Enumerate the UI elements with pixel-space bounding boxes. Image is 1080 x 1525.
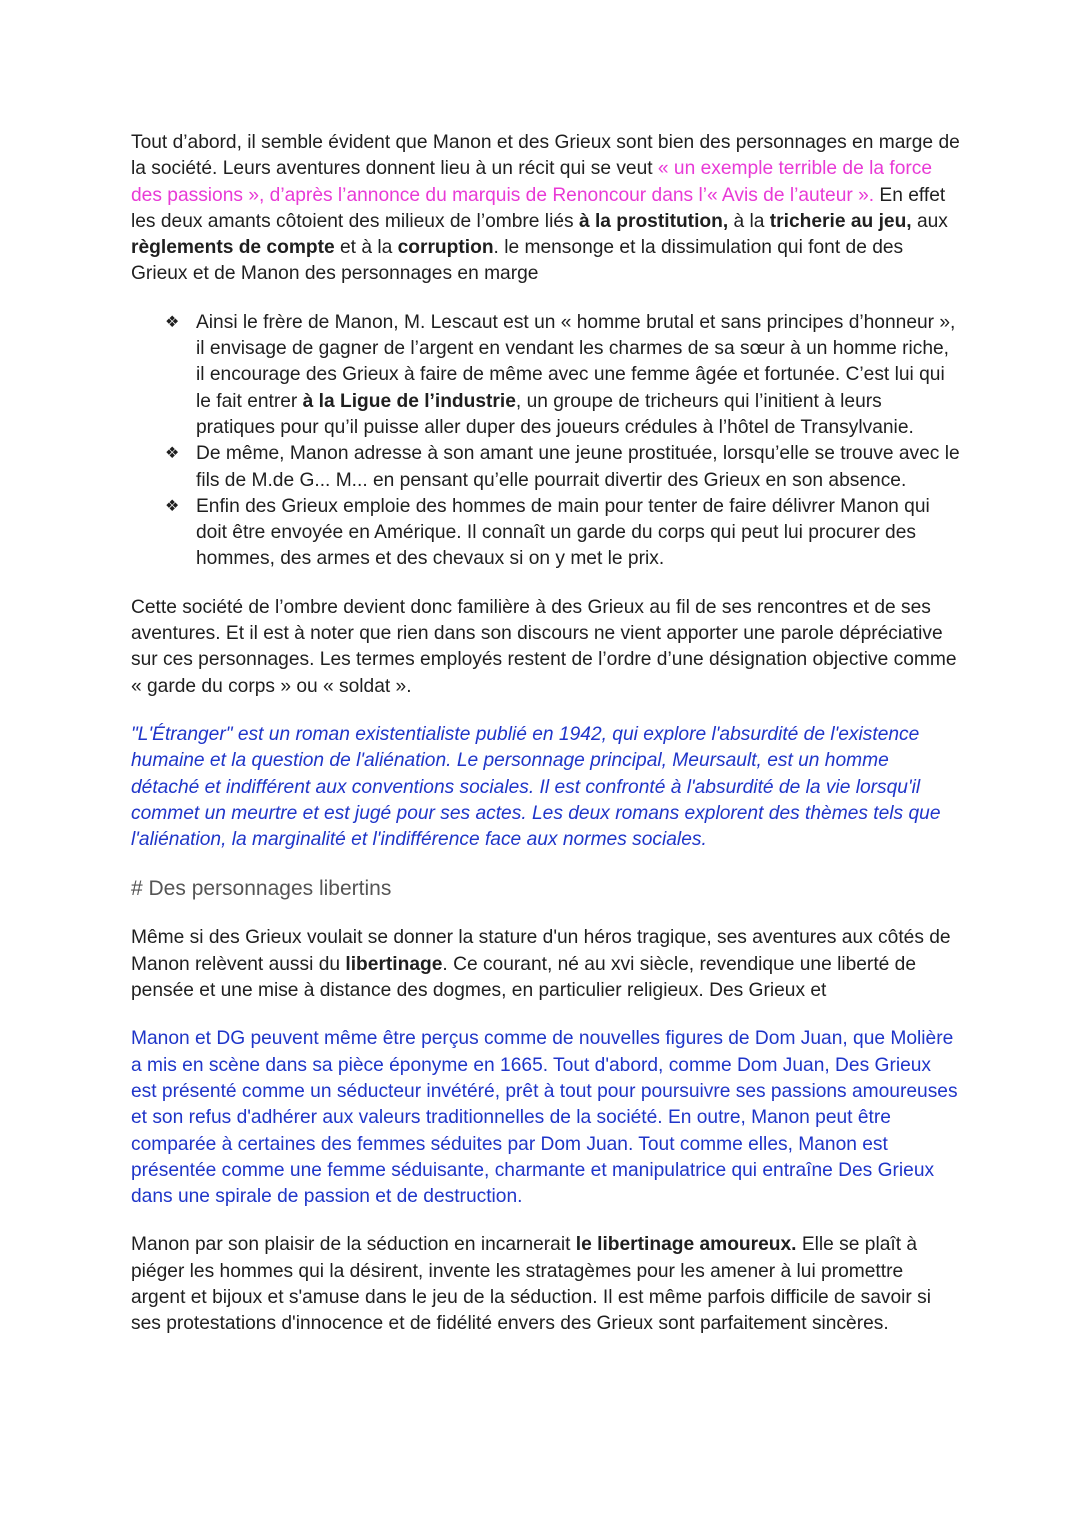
libertinage-paragraph: [131, 925, 961, 1004]
society-paragraph: Cette société de l’ombre devient donc familière à des Grieux au fil de ses rencontres et de ses aventures. Et il est à noter que rien dans son discours ne vient apporter une parole dépréciative sur ces personnages. Les termes employés restent de l’ordre d’une désignation objective comme « garde du corps » ou « soldat ».: [131, 596, 957, 697]
text-run: à la: [728, 210, 770, 232]
text-run: Tout d’abord, il semble évident que Manon et des Grieux sont bien des personnages en marge de la société. Leurs aventures donnent lieu à un récit qui se veut: [131, 132, 960, 180]
bold-term: libertinage: [345, 953, 443, 975]
text-run: . le mensonge et la dissimulation qui font de des Grieux et de Manon des personnages en marge: [131, 237, 904, 285]
etranger-paragraph: "L'Étranger" est un roman existentialiste publié en 1942, qui explore l'absurdité de l'existence humaine et la question de l'aliénation. Le personnage principal, Meursault, est un homme détaché et indifférent aux conventions sociales. Il est confronté à l'absurdité de la vie lorsqu'il commet un meurtre et est jugé pour ses actes. Les deux romans explorent des thèmes tels que l'aliénation, la marginalité et l'indifférence face aux normes sociales.: [131, 723, 941, 851]
text-run: Manon par son plaisir de la séduction en incarnerait: [131, 1234, 576, 1256]
bold-term: à la Ligue de l’industrie: [302, 390, 516, 412]
text-run: aux: [911, 210, 948, 232]
quote-highlight: « un exemple terrible de la force des passions », d’après l’annonce du marquis de Renoncour dans l’« Avis de l’auteur ».: [131, 158, 933, 206]
text-run: et à la: [334, 237, 398, 259]
diamond-bullet-icon: ❖: [165, 497, 180, 515]
bullet-list: [131, 310, 961, 573]
text-run: Ainsi le frère de Manon, M. Lescaut est un « homme brutal et sans principes d’honneur », il envisage de gagner de l’argent en vendant les charmes de sa sœur à un homme riche, il encourage des Grieux à faire de même avec une femme âgée et fortunée. C’est lui qui le fait entrer: [196, 311, 956, 412]
text-run: , un groupe de tricheurs qui l’initient à leurs pratiques pour qu’il puisse aller duper des joueurs crédules à l’hôtel de Transylvanie.: [196, 390, 914, 438]
text-run: En effet les deux amants côtoient des milieux de l’ombre liés: [131, 184, 946, 232]
text-run: De même, Manon adresse à son amant une jeune prostituée, lorsqu’elle se trouve avec le fils de M.de G... M... en pensant qu’elle pourrait divertir des Grieux en son absence.: [196, 443, 960, 491]
text-run: Elle se plaît à piéger les hommes qui la désirent, invente les stratagèmes pour les amener à lui promettre argent et bijoux et s'amuse dans le jeu de la séduction. Il est même parfois difficile de savoir si ses protestations d'innocence et de fidélité envers des Grieux sont parfaitement sincères.: [131, 1234, 932, 1335]
bold-term: tricherie au jeu,: [769, 210, 912, 232]
dom-juan-paragraph: Manon et DG peuvent même être perçus comme de nouvelles figures de Dom Juan, que Molière a mis en scène dans sa pièce éponyme en 1665. Tout d'abord, comme Dom Juan, Des Grieux est présenté comme un séducteur invétéré, prêt à tout pour poursuivre ses passions amoureuses et son refus d'adhérer aux valeurs traditionnelles de la société. En outre, Manon peut être comparée à certaines des femmes séduites par Dom Juan. Tout comme elles, Manon est présentée comme une femme séduisante, charmante et manipulatrice qui entraîne Des Grieux dans une spirale de passion et de destruction.: [131, 1028, 958, 1208]
list-item: [131, 441, 961, 494]
text-run: . Ce courant, né au xvi siècle, revendique une liberté de pensée et une mise à distance des dogmes, en particulier religieux. Des Grieux et: [131, 953, 917, 1002]
bold-term: à la prostitution,: [578, 210, 729, 232]
diamond-bullet-icon: ❖: [165, 445, 180, 463]
bold-term: corruption: [397, 237, 494, 259]
bold-term: le libertinage amoureux.: [575, 1234, 797, 1256]
list-item: [131, 310, 961, 441]
text-run: Même si des Grieux voulait se donner la stature d'un héros tragique, ses aventures aux côtés de Manon relèvent aussi du: [131, 927, 951, 975]
diamond-bullet-icon: ❖: [165, 313, 180, 331]
list-item: [131, 494, 961, 573]
bold-term: règlements de compte: [131, 237, 335, 259]
seduction-paragraph: [131, 1232, 961, 1337]
document-page: [131, 130, 961, 1338]
section-heading: # Des personnages libertins: [131, 877, 392, 901]
intro-paragraph: [131, 130, 961, 288]
text-run: Enfin des Grieux emploie des hommes de main pour tenter de faire délivrer Manon qui doit être envoyée en Amérique. Il connaît un garde du corps qui peut lui procurer des hommes, des armes et des chevaux si on y met le prix.: [196, 495, 930, 570]
